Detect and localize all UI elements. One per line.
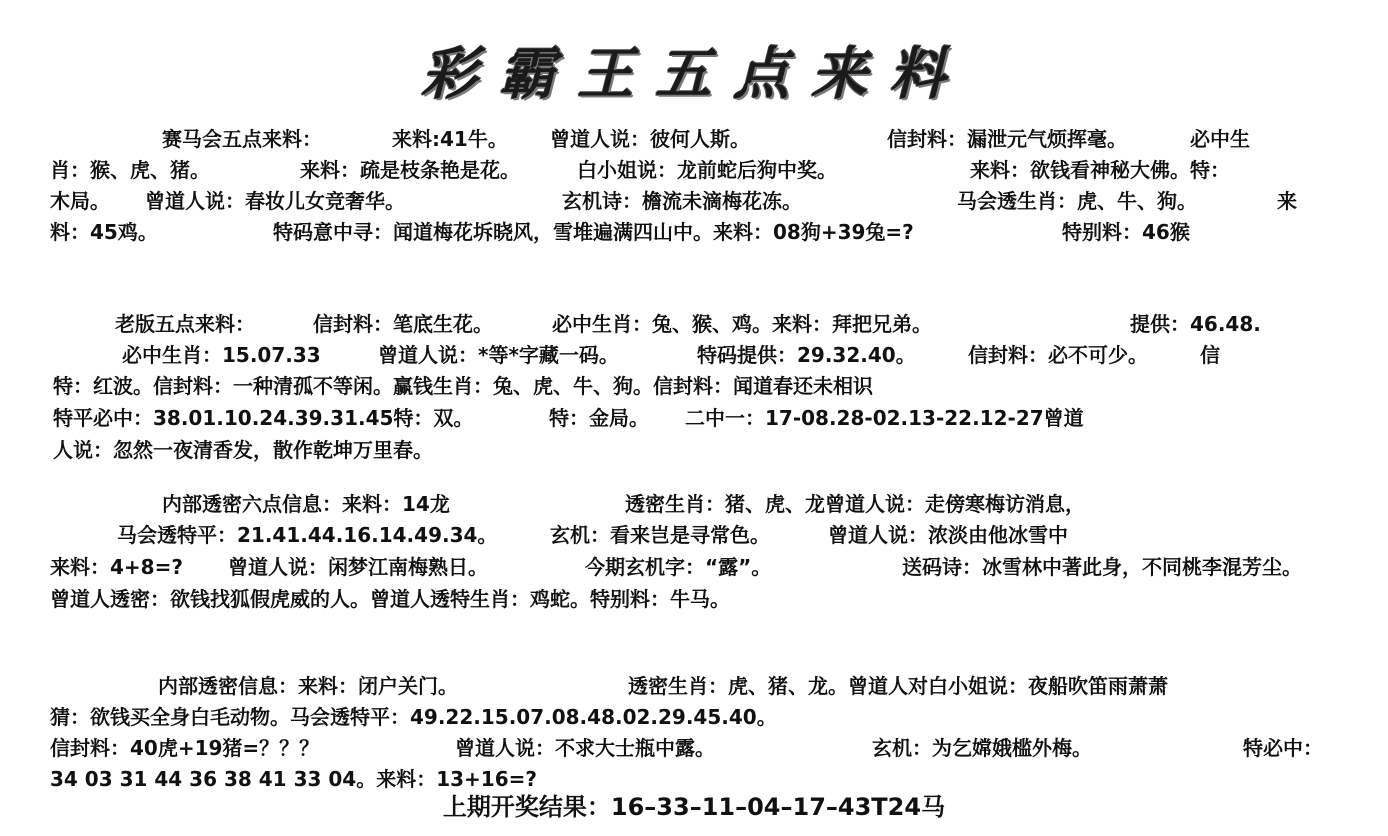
section2-row4-b: 特：金局。 [549, 406, 649, 430]
section1-row3-c: 玄机诗：檐流未滴梅花冻。 [562, 189, 802, 213]
section3-row1-b: 透密生肖：猪、虎、龙曾道人说：走傍寒梅访消息， [625, 492, 1085, 516]
section2-row2-e: 信 [1200, 343, 1220, 367]
section1-row1-c: 曾道人说：彼何人斯。 [550, 127, 750, 151]
section3-row2-a: 马会透特平：21.41.44.16.14.49.34。 [117, 523, 498, 547]
section1-row3-d: 马会透生肖：虎、牛、狗。 [957, 189, 1197, 213]
section4-row1-b: 透密生肖：虎、猪、龙。曾道人对白小姐说：夜船吹笛雨萧萧 [628, 674, 1168, 698]
section2-row2-d: 信封料：必不可少。 [968, 343, 1148, 367]
section3-row3-a: 来料：4+8=? [50, 555, 183, 579]
section3-row2-b: 玄机：看来岂是寻常色。 [550, 523, 770, 547]
section2-row1-b: 信封料：笔底生花。 [313, 312, 493, 336]
section2-row5-a: 人说：忽然一夜清香发，散作乾坤万里春。 [53, 438, 433, 462]
section2-row2-c: 特码提供：29.32.40。 [697, 343, 916, 367]
section3-row3-d: 送码诗：冰雪林中著此身，不同桃李混芳尘。 [902, 555, 1302, 579]
section1-row1-d: 信封料：漏泄元气烦挥毫。 [887, 127, 1127, 151]
section1-row4-c: 特别料：46猴 [1062, 220, 1190, 244]
section3-row3-c: 今期玄机字：“露”。 [585, 555, 772, 579]
section3-row2-c: 曾道人说：浓淡由他冰雪中 [828, 523, 1068, 547]
section2-row2-b: 曾道人说：*等*字藏一码。 [378, 343, 619, 367]
section3-row4-a: 曾道人透密：欲钱找狐假虎威的人。曾道人透特生肖：鸡蛇。特别料：牛马。 [50, 587, 730, 611]
section2-row1-d: 提供：46.48. [1130, 312, 1261, 336]
section4-row1-a: 内部透密信息：来料：闭户关门。 [158, 674, 458, 698]
page-title: 彩霸王五点来料 [421, 41, 967, 107]
section4-row3-d: 特必中： [1243, 736, 1323, 760]
section1-row2-c: 白小姐说：龙前蛇后狗中奖。 [577, 158, 837, 182]
section4-row3-c: 玄机：为乞嫦娥槛外梅。 [872, 736, 1092, 760]
section1-row4-b: 特码意中寻：闻道梅花坼晓风，雪堆遍满四山中。来料：08狗+39兔=? [273, 220, 914, 244]
section4-row2-a: 猜：欲钱买全身白毛动物。马会透特平：49.22.15.07.08.48.02.29.45.40。 [50, 705, 777, 729]
section1-row3-e: 来 [1277, 189, 1297, 213]
section1-row1-b: 来料:41牛。 [392, 127, 508, 151]
section1-row2-b: 来料：疏是枝条艳是花。 [300, 158, 520, 182]
section4-row3-b: 曾道人说：不求大士瓶中露。 [455, 736, 715, 760]
section1-row1-a: 赛马会五点来料： [162, 127, 322, 151]
section3-row1-a: 内部透密六点信息：来料：14龙 [162, 492, 450, 516]
section2-row1-a: 老版五点来料： [115, 312, 255, 336]
section2-row4-a: 特平必中：38.01.10.24.39.31.45特：双。 [53, 406, 474, 430]
section2-row2-a: 必中生肖：15.07.33 [122, 343, 321, 367]
section1-row3-b: 曾道人说：春妆儿女竞奢华。 [145, 189, 405, 213]
section2-row1-c: 必中生肖：兔、猴、鸡。来料：拜把兄弟。 [552, 312, 932, 336]
section2-row4-c: 二中一：17-08.28-02.13-22.12-27曾道 [685, 406, 1084, 430]
last-draw-result: 上期开奖结果：16–33–11–04–17–43T24马 [442, 793, 946, 821]
section3-row3-b: 曾道人说：闲梦江南梅熟日。 [228, 555, 488, 579]
section4-row3-a: 信封料：40虎+19猪=？？？ [50, 736, 320, 760]
section1-row1-e: 必中生 [1190, 127, 1250, 151]
section1-row2-a: 肖：猴、虎、猪。 [50, 158, 210, 182]
section1-row2-d: 来料：欲钱看神秘大佛。特： [970, 158, 1230, 182]
section4-row4-a: 34 03 31 44 36 38 41 33 04。来料：13+16=? [50, 767, 537, 791]
section2-row3-a: 特：红波。信封料：一种清孤不等闲。赢钱生肖：兔、虎、牛、狗。信封料：闻道春还未相识 [53, 374, 873, 398]
section1-row4-a: 料：45鸡。 [50, 220, 158, 244]
section1-row3-a: 木局。 [50, 189, 110, 213]
